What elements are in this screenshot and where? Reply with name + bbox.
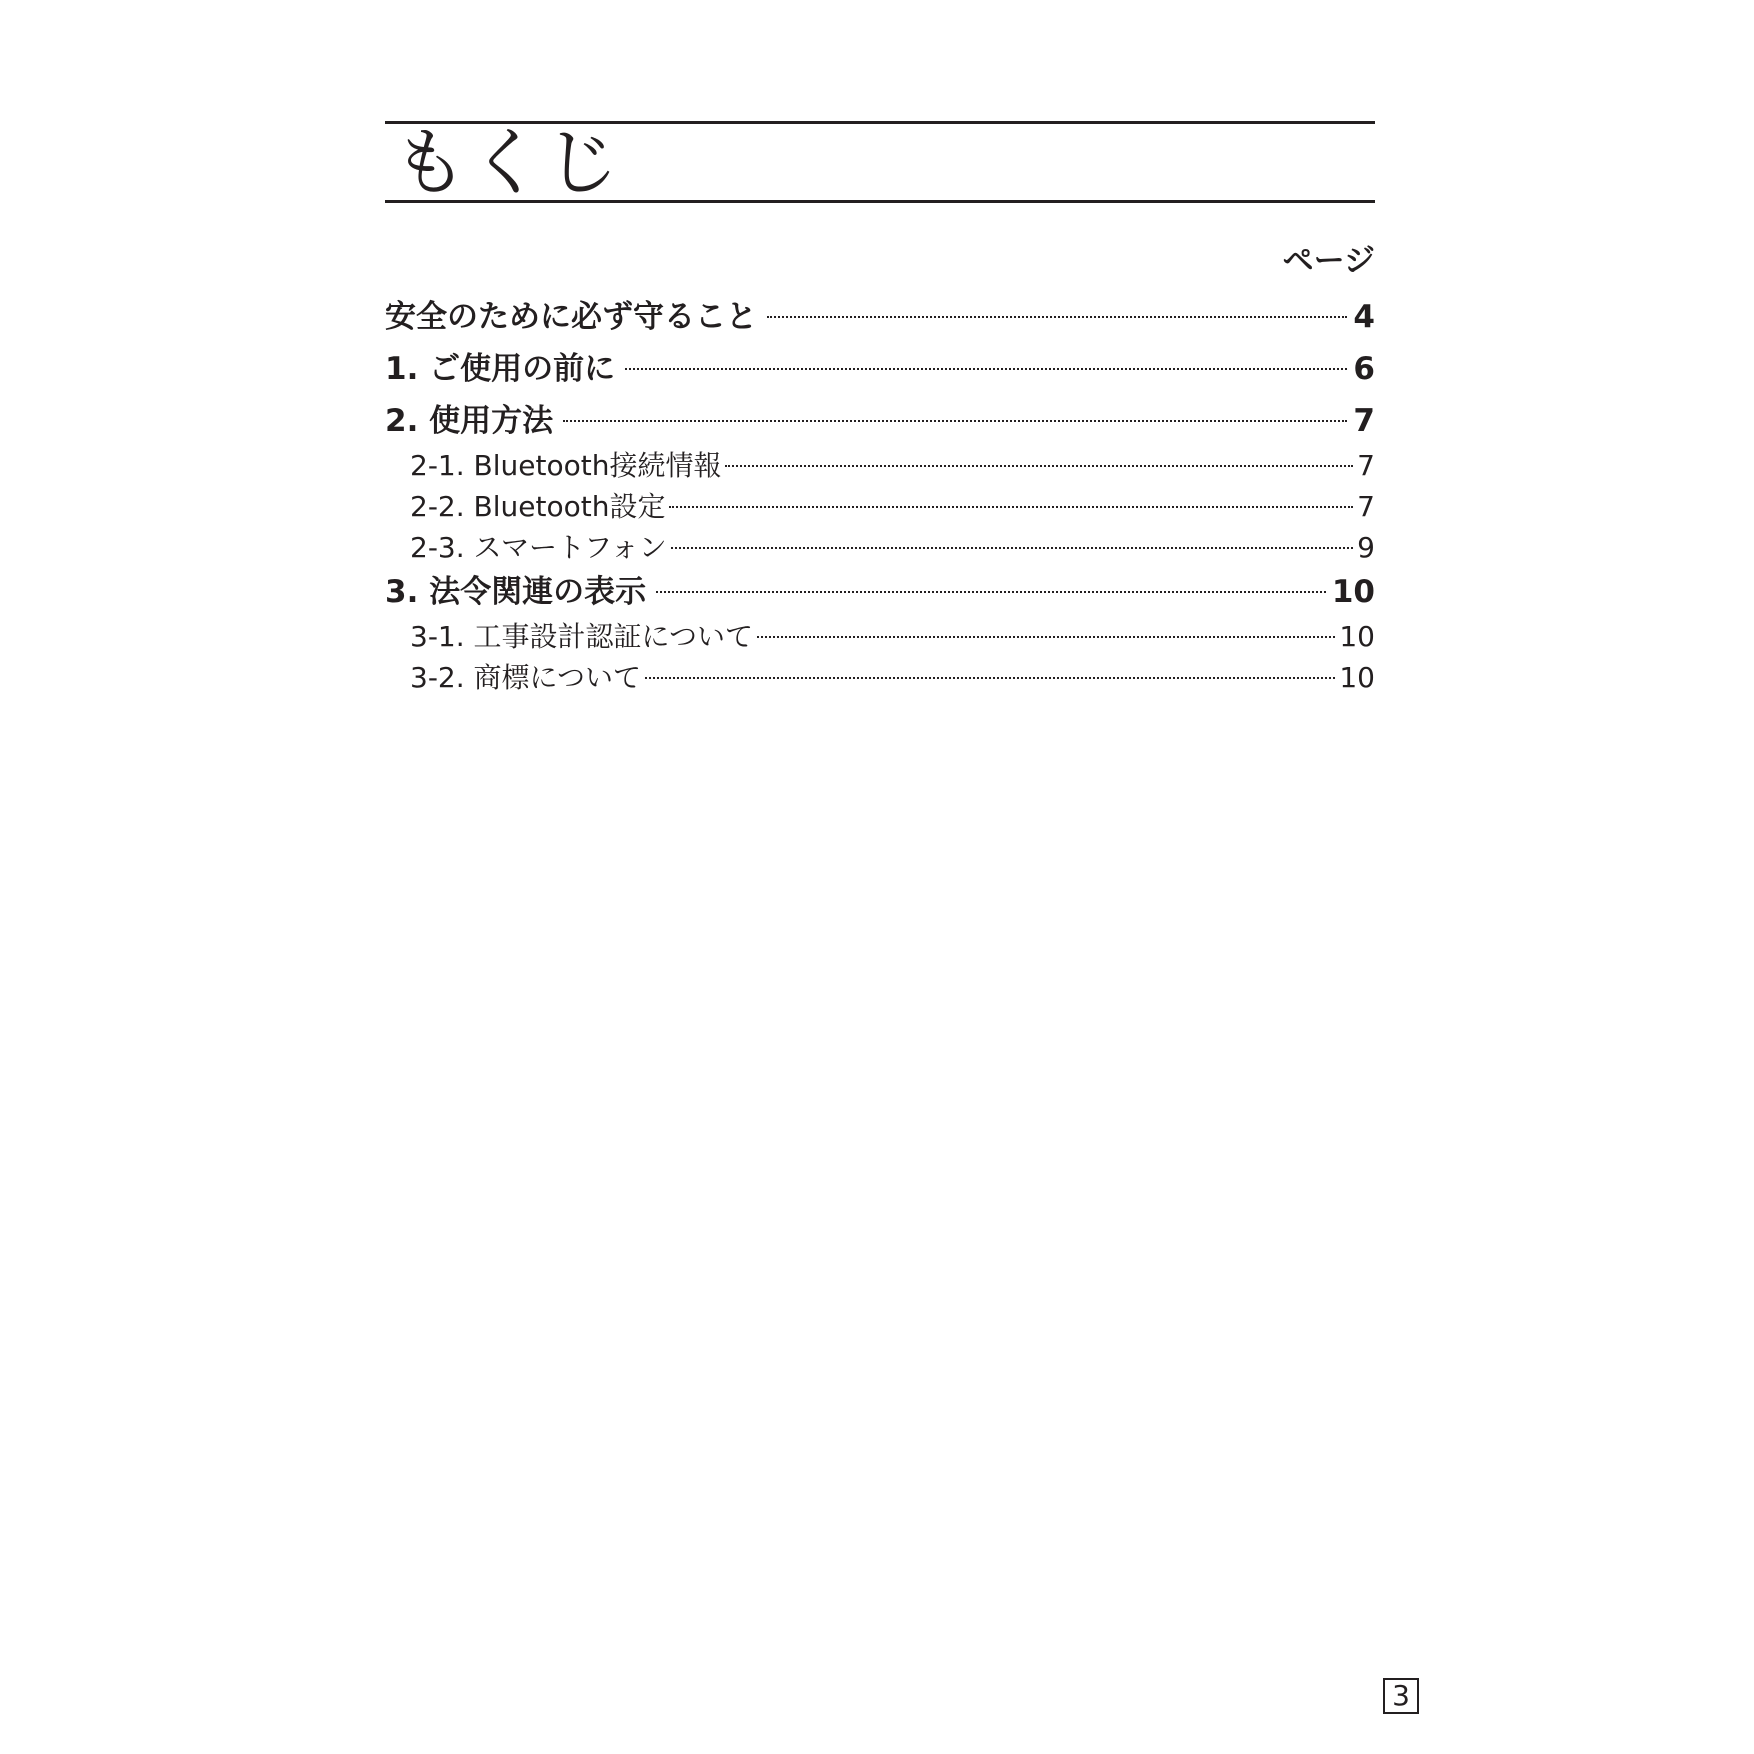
toc-subentry-page: 7 — [1357, 490, 1375, 523]
toc-subentry[interactable] — [385, 657, 1375, 698]
toc-subentry-label: 2-2. Bluetooth設定 — [410, 490, 666, 523]
toc-subentry-label: 3-2. 商標について — [410, 661, 641, 694]
toc-entry-label: 3. 法令関連の表示 — [385, 574, 647, 610]
toc-subentry[interactable] — [385, 445, 1375, 486]
toc-entry[interactable] — [385, 293, 1375, 341]
toc-subentry-page: 9 — [1357, 531, 1375, 564]
dot-leader — [669, 506, 1353, 508]
dot-leader — [757, 636, 1335, 638]
toc-entry[interactable] — [385, 568, 1375, 616]
toc-entry-page: 10 — [1331, 574, 1375, 610]
toc-entry-page: 7 — [1353, 403, 1375, 439]
toc-subentry-label: 2-3. スマートフォン — [410, 531, 667, 564]
dot-leader — [625, 368, 1347, 370]
toc-page — [385, 121, 1375, 698]
page-title: もくじ — [393, 120, 621, 206]
page-column-label: ページ — [1282, 243, 1375, 279]
table-of-contents — [385, 293, 1375, 698]
toc-subentry-label: 3-1. 工事設計認証について — [410, 620, 753, 653]
toc-entry-label: 2. 使用方法 — [385, 403, 554, 439]
toc-subentry-page: 10 — [1339, 620, 1375, 653]
toc-entry[interactable] — [385, 345, 1375, 393]
toc-entry-page: 6 — [1353, 351, 1375, 387]
page-number: 3 — [1383, 1678, 1419, 1714]
dot-leader — [671, 547, 1353, 549]
title-block — [385, 120, 1375, 206]
toc-subentry[interactable] — [385, 616, 1375, 657]
toc-entry-label: 安全のために必ず守ること — [385, 299, 757, 335]
toc-subentry[interactable] — [385, 486, 1375, 527]
toc-subentry-page: 10 — [1339, 661, 1375, 694]
toc-subentry-page: 7 — [1357, 449, 1375, 482]
dot-leader — [563, 420, 1347, 422]
toc-entry-page: 4 — [1353, 299, 1375, 335]
dot-leader — [656, 591, 1326, 593]
toc-entry[interactable] — [385, 397, 1375, 445]
toc-subentry-label: 2-1. Bluetooth接続情報 — [410, 449, 722, 482]
dot-leader — [767, 316, 1347, 318]
toc-entry-label: 1. ご使用の前に — [385, 351, 616, 387]
dot-leader — [645, 677, 1335, 679]
dot-leader — [725, 465, 1353, 467]
toc-subentry[interactable] — [385, 527, 1375, 568]
